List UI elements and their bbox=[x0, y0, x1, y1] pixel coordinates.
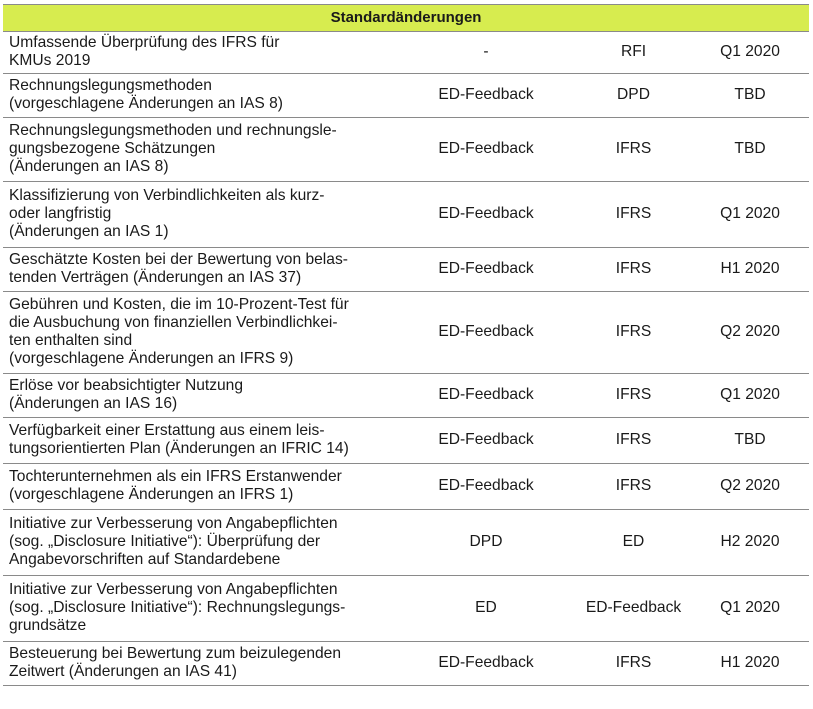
cell-timing: H1 2020 bbox=[691, 248, 809, 292]
cell-previous-milestone: ED bbox=[396, 576, 576, 642]
table-row bbox=[3, 418, 809, 464]
cell-timing: Q1 2020 bbox=[691, 576, 809, 642]
cell-timing: Q1 2020 bbox=[691, 32, 809, 74]
cell-description bbox=[3, 418, 396, 464]
cell-previous-milestone: ED-Feedback bbox=[396, 418, 576, 464]
table-row bbox=[3, 248, 809, 292]
description-line: (Änderungen an IAS 1) bbox=[9, 223, 169, 240]
table-body bbox=[3, 32, 809, 686]
cell-previous-milestone: ED-Feedback bbox=[396, 74, 576, 118]
table-row bbox=[3, 74, 809, 118]
cell-next-milestone: IFRS bbox=[576, 374, 691, 418]
cell-timing: H2 2020 bbox=[691, 510, 809, 576]
table-row bbox=[3, 118, 809, 182]
table-row bbox=[3, 464, 809, 510]
cell-next-milestone: RFI bbox=[576, 32, 691, 74]
cell-next-milestone: IFRS bbox=[576, 182, 691, 248]
table-row bbox=[3, 642, 809, 686]
cell-next-milestone: ED bbox=[576, 510, 691, 576]
table-header-row bbox=[3, 5, 809, 32]
cell-timing: TBD bbox=[691, 74, 809, 118]
description-line: Klassifizierung von Verbindlichkeiten als kurz- bbox=[9, 187, 325, 204]
cell-previous-milestone: ED-Feedback bbox=[396, 182, 576, 248]
cell-timing: H1 2020 bbox=[691, 642, 809, 686]
description-line: gungsbezogene Schätzungen bbox=[9, 140, 216, 157]
cell-previous-milestone: ED-Feedback bbox=[396, 292, 576, 374]
cell-next-milestone: IFRS bbox=[576, 642, 691, 686]
description-line: (sog. „Disclosure Initiative“): Rechnungslegungs- bbox=[9, 599, 346, 616]
cell-description bbox=[3, 642, 396, 686]
cell-previous-milestone: DPD bbox=[396, 510, 576, 576]
cell-timing: TBD bbox=[691, 118, 809, 182]
table-row bbox=[3, 32, 809, 74]
description-line: ten enthalten sind bbox=[9, 332, 133, 349]
description-line: oder langfristig bbox=[9, 205, 112, 222]
cell-previous-milestone: - bbox=[396, 32, 576, 74]
description-line: Angabevorschriften auf Standardebene bbox=[9, 551, 281, 568]
description-line: (vorgeschlagene Änderungen an IFRS 9) bbox=[9, 350, 294, 367]
description-line: (sog. „Disclosure Initiative“): Überprüfung der bbox=[9, 533, 321, 550]
description-line: tenden Verträgen (Änderungen an IAS 37) bbox=[9, 269, 302, 286]
cell-previous-milestone: ED-Feedback bbox=[396, 464, 576, 510]
cell-description bbox=[3, 576, 396, 642]
description-line: KMUs 2019 bbox=[9, 52, 91, 69]
table-title: Standardänderungen bbox=[3, 5, 809, 32]
cell-timing: Q2 2020 bbox=[691, 464, 809, 510]
cell-previous-milestone: ED-Feedback bbox=[396, 118, 576, 182]
description-line: grundsätze bbox=[9, 617, 87, 634]
description-line: Geschätzte Kosten bei der Bewertung von belas- bbox=[9, 251, 348, 268]
cell-timing: Q2 2020 bbox=[691, 292, 809, 374]
table-row bbox=[3, 576, 809, 642]
description-line: (vorgeschlagene Änderungen an IFRS 1) bbox=[9, 486, 294, 503]
cell-description bbox=[3, 248, 396, 292]
cell-next-milestone: DPD bbox=[576, 74, 691, 118]
description-line: (Änderungen an IAS 16) bbox=[9, 395, 178, 412]
cell-next-milestone: IFRS bbox=[576, 248, 691, 292]
description-line: Initiative zur Verbesserung von Angabepflichten bbox=[9, 515, 338, 532]
cell-timing: Q1 2020 bbox=[691, 374, 809, 418]
document-table-container bbox=[3, 4, 809, 686]
description-line: Besteuerung bei Bewertung zum beizulegenden bbox=[9, 645, 342, 662]
table-row bbox=[3, 374, 809, 418]
description-line: (vorgeschlagene Änderungen an IAS 8) bbox=[9, 95, 283, 112]
description-line: Initiative zur Verbesserung von Angabepflichten bbox=[9, 581, 338, 598]
cell-description bbox=[3, 510, 396, 576]
table-row bbox=[3, 510, 809, 576]
cell-timing: Q1 2020 bbox=[691, 182, 809, 248]
table-row bbox=[3, 292, 809, 374]
cell-description bbox=[3, 464, 396, 510]
description-line: Gebühren und Kosten, die im 10-Prozent-Test für bbox=[9, 296, 349, 313]
description-line: Zeitwert (Änderungen an IAS 41) bbox=[9, 663, 237, 680]
cell-next-milestone: ED-Feedback bbox=[576, 576, 691, 642]
cell-description bbox=[3, 292, 396, 374]
description-line: (Änderungen an IAS 8) bbox=[9, 158, 169, 175]
description-line: Rechnungslegungsmethoden und rechnungsle- bbox=[9, 122, 337, 139]
cell-previous-milestone: ED-Feedback bbox=[396, 642, 576, 686]
cell-next-milestone: IFRS bbox=[576, 418, 691, 464]
cell-previous-milestone: ED-Feedback bbox=[396, 248, 576, 292]
description-line: Erlöse vor beabsichtigter Nutzung bbox=[9, 377, 244, 394]
description-line: Verfügbarkeit einer Erstattung aus einem leis- bbox=[9, 422, 325, 439]
description-line: Rechnungslegungsmethoden bbox=[9, 77, 212, 94]
cell-next-milestone: IFRS bbox=[576, 118, 691, 182]
cell-next-milestone: IFRS bbox=[576, 464, 691, 510]
cell-description bbox=[3, 182, 396, 248]
cell-description bbox=[3, 32, 396, 74]
cell-description bbox=[3, 374, 396, 418]
description-line: Tochterunternehmen als ein IFRS Erstanwender bbox=[9, 468, 342, 485]
cell-next-milestone: IFRS bbox=[576, 292, 691, 374]
description-line: Umfassende Überprüfung des IFRS für bbox=[9, 34, 280, 51]
cell-description bbox=[3, 74, 396, 118]
standard-changes-table bbox=[3, 4, 809, 686]
cell-previous-milestone: ED-Feedback bbox=[396, 374, 576, 418]
description-line: tungsorientierten Plan (Änderungen an IFRIC 14) bbox=[9, 440, 349, 457]
cell-description bbox=[3, 118, 396, 182]
table-row bbox=[3, 182, 809, 248]
description-line: die Ausbuchung von finanziellen Verbindlichkei- bbox=[9, 314, 338, 331]
cell-timing: TBD bbox=[691, 418, 809, 464]
